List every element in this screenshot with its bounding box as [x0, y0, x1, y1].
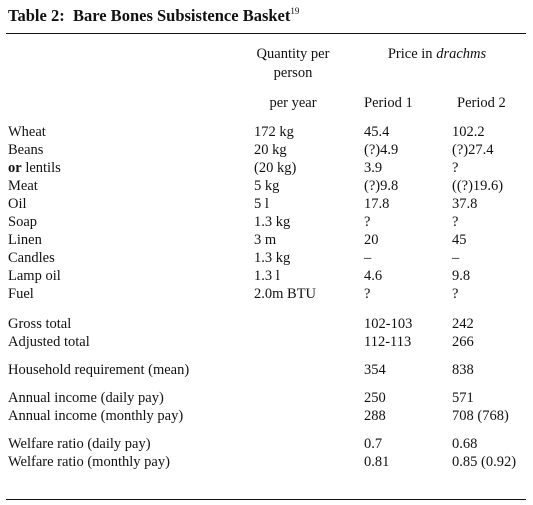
total-cell-p1: 102-103 — [364, 316, 413, 332]
item-label: Fuel — [8, 286, 34, 302]
item-label: Linen — [8, 232, 42, 248]
table-caption: Bare Bones Subsistence Basket — [72, 6, 291, 25]
total-cell-p1: 0.81 — [364, 454, 390, 470]
table-cell-quantity: 20 kg — [254, 142, 287, 158]
table-row-item — [8, 268, 61, 285]
header-quantity-line2: person — [273, 65, 313, 81]
table-row-item — [8, 196, 27, 213]
table-title — [8, 6, 299, 26]
header-quantity-line3: per year — [269, 95, 317, 111]
header-price-prefix: Price in — [387, 46, 433, 62]
table-cell-p2: – — [452, 250, 460, 266]
table-cell-p2: 9.8 — [452, 268, 471, 284]
table-cell-p1: 45.4 — [364, 124, 390, 140]
table-row-item — [8, 286, 34, 303]
item-label: Beans — [8, 142, 44, 158]
table-cell-p1: 17.8 — [364, 196, 390, 212]
total-row-label: Gross total — [8, 316, 72, 332]
table-row-item — [8, 214, 37, 231]
item-label: Lamp oil — [8, 268, 61, 284]
table-cell-quantity: 172 kg — [254, 124, 294, 140]
total-cell-p1: 288 — [364, 408, 386, 424]
table-cell-quantity: 1.3 kg — [254, 250, 291, 266]
item-label: lentils — [21, 160, 61, 176]
header-price — [357, 46, 517, 63]
bottom-rule — [6, 499, 526, 500]
total-row-label: Household requirement (mean) — [8, 362, 190, 378]
table-cell-p2: 37.8 — [452, 196, 478, 212]
total-cell-p2: 838 — [452, 362, 474, 378]
item-label: Soap — [8, 214, 37, 230]
table-cell-p2: ? — [452, 286, 459, 302]
total-row-label: Welfare ratio (daily pay) — [8, 436, 151, 452]
header-period-1: Period 1 — [364, 95, 413, 111]
table-cell-p1: – — [364, 250, 372, 266]
total-cell-p2: 242 — [452, 316, 474, 332]
footnote-ref: 19 — [290, 6, 300, 16]
header-quantity-line1: Quantity per — [256, 46, 330, 62]
table-cell-quantity: 3 m — [254, 232, 277, 248]
table-row-item — [8, 178, 38, 195]
total-row-label: Annual income (monthly pay) — [8, 408, 184, 424]
table-number: Table 2: — [8, 6, 65, 25]
item-label: Meat — [8, 178, 38, 194]
item-label: Oil — [8, 196, 27, 212]
item-label: Wheat — [8, 124, 46, 140]
table-cell-p1: (?)4.9 — [364, 142, 399, 158]
total-cell-p1: 354 — [364, 362, 386, 378]
total-cell-p2: 0.85 (0.92) — [452, 454, 517, 470]
table-cell-p2: 45 — [452, 232, 467, 248]
table-cell-quantity: (20 kg) — [254, 160, 297, 176]
table-cell-p1: 20 — [364, 232, 379, 248]
table-cell-quantity: 5 kg — [254, 178, 280, 194]
table-cell-p1: 4.6 — [364, 268, 383, 284]
total-row-label: Annual income (daily pay) — [8, 390, 164, 406]
table-row-item — [8, 250, 55, 267]
table-row-item — [8, 124, 46, 141]
table-cell-p2: ? — [452, 160, 459, 176]
item-or-label: or — [8, 160, 22, 176]
table-cell-quantity: 2.0m BTU — [254, 286, 317, 302]
table-row-item — [8, 160, 61, 177]
total-cell-p1: 0.7 — [364, 436, 383, 452]
table-cell-p1: (?)9.8 — [364, 178, 399, 194]
table-cell-quantity: 5 l — [254, 196, 269, 212]
total-cell-p1: 250 — [364, 390, 386, 406]
total-cell-p2: 266 — [452, 334, 474, 350]
total-cell-p2: 0.68 — [452, 436, 478, 452]
top-rule — [6, 33, 526, 34]
total-row-label: Adjusted total — [8, 334, 90, 350]
table-cell-p1: ? — [364, 214, 371, 230]
table-cell-quantity: 1.3 l — [254, 268, 280, 284]
header-period-2: Period 2 — [457, 95, 506, 111]
table-cell-p2: ((?)19.6) — [452, 178, 504, 194]
table-cell-p2: 102.2 — [452, 124, 485, 140]
header-price-unit: drachms — [436, 46, 487, 62]
table-row-item — [8, 232, 42, 249]
item-label: Candles — [8, 250, 55, 266]
table-cell-p1: 3.9 — [364, 160, 383, 176]
total-cell-p2: 708 (768) — [452, 408, 509, 424]
total-cell-p1: 112-113 — [364, 334, 412, 350]
table-cell-p1: ? — [364, 286, 371, 302]
table-cell-p2: ? — [452, 214, 459, 230]
total-cell-p2: 571 — [452, 390, 474, 406]
total-row-label: Welfare ratio (monthly pay) — [8, 454, 170, 470]
table-row-item — [8, 142, 43, 159]
table-cell-quantity: 1.3 kg — [254, 214, 291, 230]
table-cell-p2: (?)27.4 — [452, 142, 494, 158]
